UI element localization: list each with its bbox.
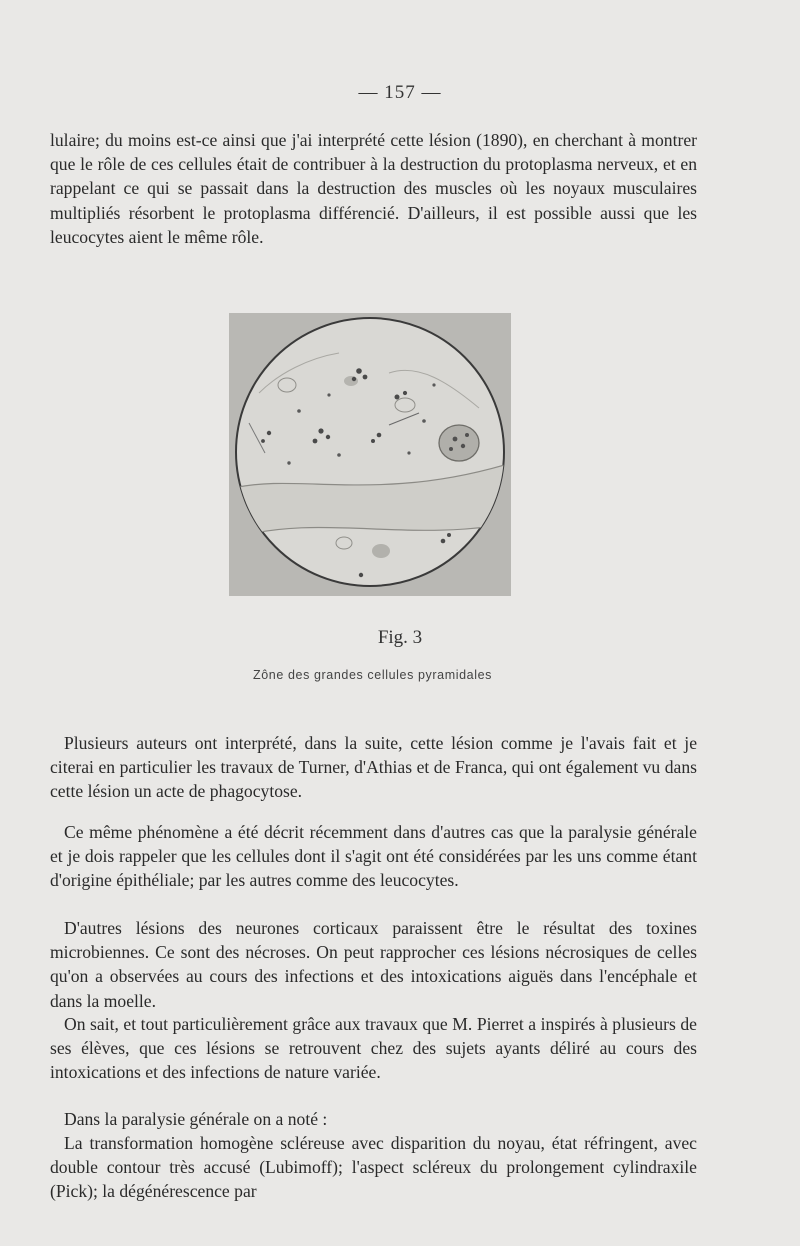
figure-micrograph — [229, 313, 511, 596]
micrograph-illustration — [229, 313, 511, 596]
body-paragraph: Plusieurs auteurs ont interprété, dans la suite, cette lésion comme je l'avais fait et je citerai en particulier les travaux de Turner, d'Athias et de Franca, qui ont également vu dans cette lésion un acte de phagocytose. — [50, 733, 697, 802]
figure-caption: Zône des grandes cellules pyramidales — [253, 668, 492, 682]
body-paragraph: La transformation homogène scléreuse avec disparition du noyau, état réfringent, avec double contour très accusé (Lubimoff); l'aspect scléreux du prolongement cylindraxile (Pick); la dégénérescence par — [50, 1133, 697, 1202]
body-paragraph: Dans la paralysie générale on a noté : — [64, 1109, 328, 1129]
body-paragraph: Ce même phénomène a été décrit récemment dans d'autres cas que la paralysie générale et je dois rappeler que les cellules dont il s'agit ont été considérées par les uns comme étant d'origine épithéliale; par les autres comme des leucocytes. — [50, 822, 697, 891]
page-number: — 157 — — [358, 82, 442, 103]
body-paragraph: On sait, et tout particulièrement grâce aux travaux que M. Pierret a inspirés à plusieurs de ses élèves, que ces lésions se retrouvent chez des sujets ayants déliré au cours des intoxications et des infections de nature variée. — [50, 1014, 697, 1083]
intro-paragraph: lulaire; du moins est-ce ainsi que j'ai interprété cette lésion (1890), en cherchant à montrer que le rôle de ces cellules était de contribuer à la destruction du protoplasma nerveux, et en rappelant ce qui se passait dans la destruction des muscles où les noyaux musculaires multipliés résorbent le protoplasma différencié. D'ailleurs, il est possible aussi que les leucocytes aient le même rôle. — [50, 130, 697, 247]
body-paragraph: D'autres lésions des neurones corticaux paraissent être le résultat des toxines microbiennes. Ce sont des nécroses. On peut rapprocher ces lésions nécrosiques de celles qu'on a observées au cours des infections et des intoxications aiguës dans l'encéphale et dans la moelle. — [50, 918, 697, 1011]
figure-label: Fig. 3 — [377, 627, 423, 648]
